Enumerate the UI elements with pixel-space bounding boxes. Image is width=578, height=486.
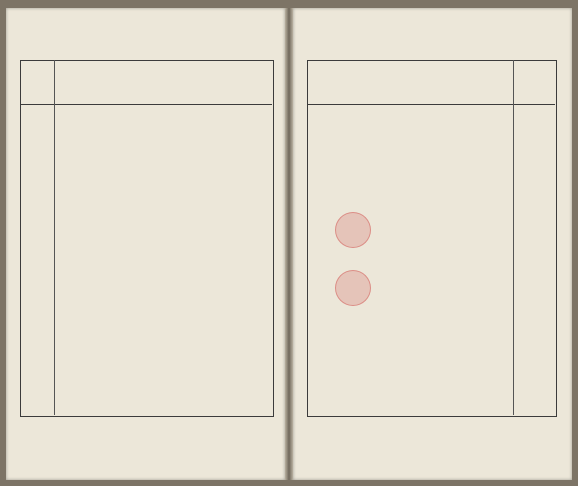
left-title-divider [54,60,55,415]
left-page-rule [20,104,272,105]
right-page-rule [307,104,555,105]
right-page [293,8,572,480]
left-page-frame [20,60,274,417]
book-gutter [285,8,293,480]
seal-stamp [335,212,371,248]
open-book [6,8,572,480]
left-page [6,8,285,480]
right-title-divider [513,60,514,415]
seal-stamp [335,270,371,306]
